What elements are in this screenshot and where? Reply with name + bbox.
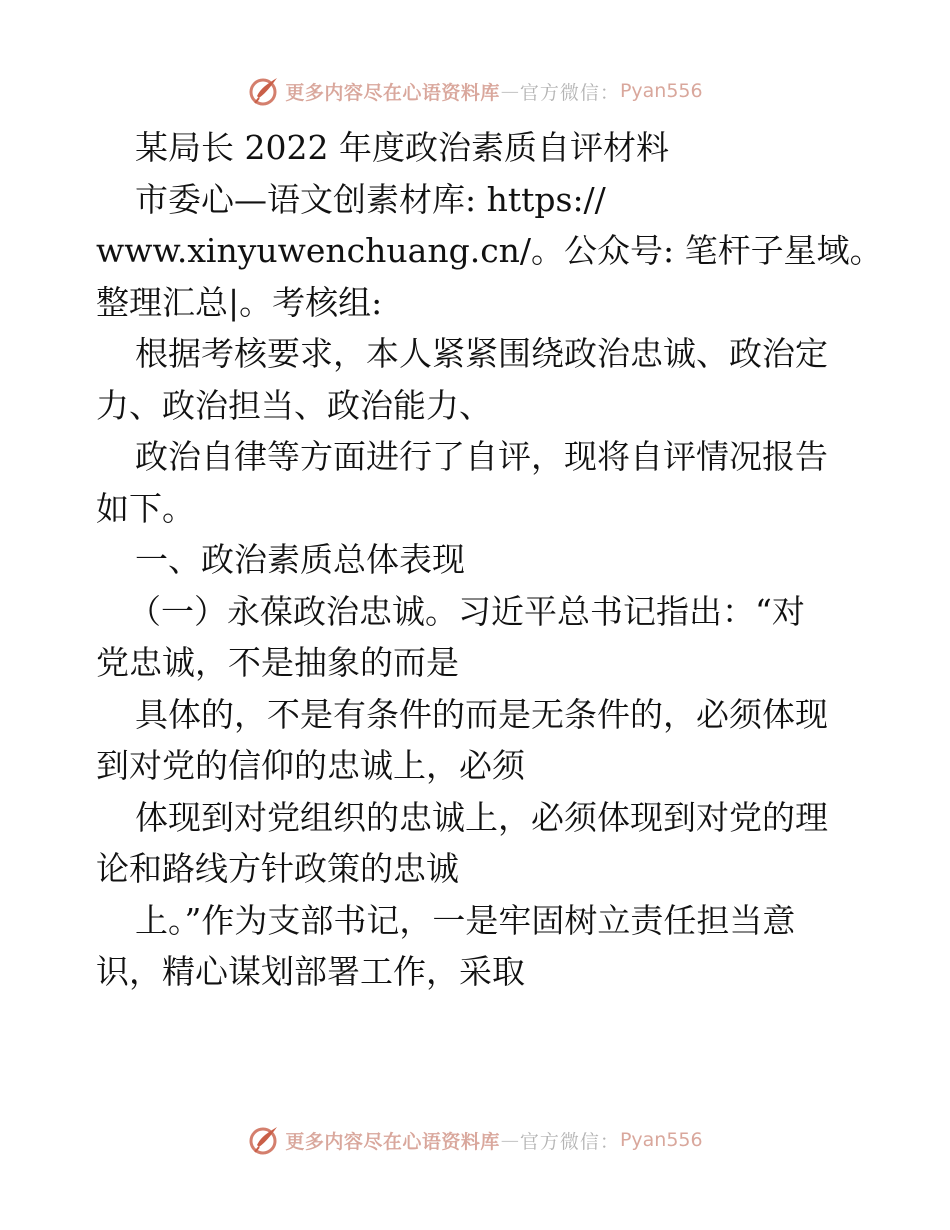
text-line: （一）永葆政治忠诚。习近平总书记指出：“对 [128,591,805,631]
watermark-wechat-id: Pyan556 [619,80,703,102]
watermark-sub-text: 官方微信： [519,81,620,104]
watermark-main-text: 更多内容尽在心语资料库 [285,1130,500,1153]
text-line: 党忠诚，不是抽象的而是 [96,643,459,682]
text-line: 市委心—语文创素材库: https:// [135,179,606,219]
text-line: www.xinyuwenchuang.cn/。公众号: 笔杆子星域。 [96,231,883,270]
document-body [96,122,883,998]
text-line: 识，精心谋划部署工作，采取 [96,952,525,991]
text-line: 具体的，不是有条件的而是无条件的，必须体现 [135,694,828,734]
text-line: 体现到对党组织的忠诚上，必须体现到对党的理 [135,797,828,837]
text-line: 到对党的信仰的忠诚上，必须 [96,746,525,785]
text-line: 论和路线方针政策的忠诚 [96,849,459,888]
text-line: 根据考核要求，本人紧紧围绕政治忠诚、政治定 [135,334,828,373]
section-heading: 一、政治素质总体表现 [135,540,465,579]
footer-watermark [0,1120,950,1160]
header-watermark [0,71,950,111]
watermark-dash: — [500,1129,519,1151]
watermark-main-text: 更多内容尽在心语资料库 [285,81,500,104]
text-line: 整理汇总|。考核组: [96,282,383,322]
text-line: 政治自律等方面进行了自评，现将自评情况报告 [135,437,828,476]
watermark-dash: — [500,80,519,102]
document-title: 某局长 2022 年度政治素质自评材料 [135,128,669,167]
watermark-wechat-id: Pyan556 [619,1129,703,1151]
quill-logo-icon [247,1123,281,1157]
text-line: 如下。 [96,488,195,528]
watermark-sub-text: 官方微信： [519,1130,620,1153]
quill-logo-icon [247,74,281,108]
text-line: 力、政治担当、政治能力、 [96,385,492,425]
text-line: 上。”作为支部书记，一是牢固树立责任担当意 [135,900,796,940]
